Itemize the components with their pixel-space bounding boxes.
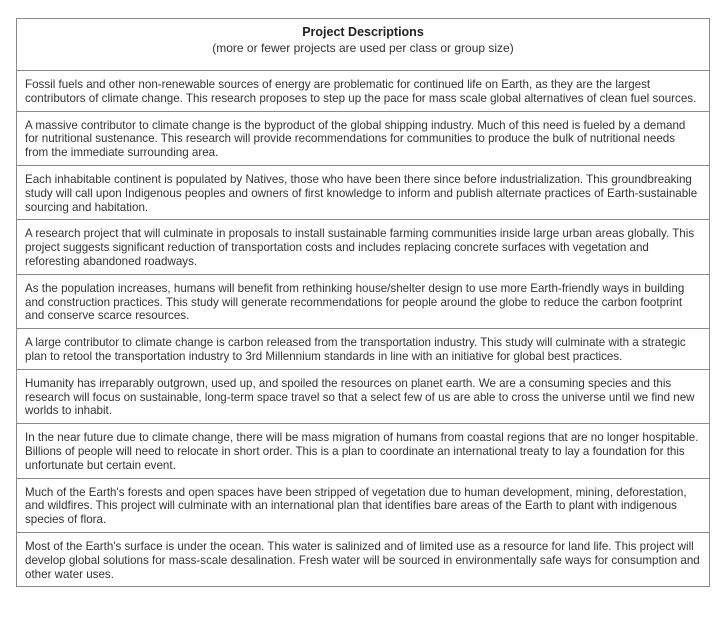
table-subtitle: (more or fewer projects are used per class or group size) bbox=[212, 41, 514, 55]
project-description: Each inhabitable continent is populated by Natives, those who have been there since before industrialization. This groundbreaking study will call upon Indigenous peoples and owners of first knowledge to inform and publish alternate practices of Earth-sustainable sourcing and habitation. bbox=[17, 165, 710, 219]
table-header-row bbox=[17, 19, 710, 71]
project-descriptions-table bbox=[16, 18, 710, 587]
table-row bbox=[17, 71, 710, 112]
table-row bbox=[17, 165, 710, 219]
project-description: Most of the Earth's surface is under the ocean. This water is salinized and of limited use as a resource for land life. This project will develop global solutions for mass-scale desalination. Fresh water will be sourced in environmentally safe ways for consumption and other water uses. bbox=[17, 532, 710, 586]
table-row bbox=[17, 329, 710, 370]
table-row bbox=[17, 532, 710, 586]
table-title: Project Descriptions bbox=[302, 25, 424, 39]
table-row bbox=[17, 478, 710, 532]
table-row bbox=[17, 424, 710, 478]
table-row bbox=[17, 369, 710, 423]
project-description: A massive contributor to climate change is the byproduct of the global shipping industry. Much of this need is fueled by a demand for nutritional sustenance. This research will provide recommendations for communities to produce the bulk of nutritional needs from the immediate surrounding area. bbox=[17, 111, 710, 165]
project-description: As the population increases, humans will benefit from rethinking house/shelter design to use more Earth-friendly ways in building and construction practices. This study will generate recommendations for people around the globe to reduce the carbon footprint and conserve scarce resources. bbox=[17, 274, 710, 328]
project-description: A large contributor to climate change is carbon released from the transportation industry. This study will culminate with a strategic plan to retool the transportation industry to 3rd Millennium standards in line with an initiative for global best practices. bbox=[17, 329, 710, 370]
table-row bbox=[17, 220, 710, 274]
project-description: Much of the Earth's forests and open spaces have been stripped of vegetation due to human development, mining, deforestation, and wildfires. This project will culminate with an international plan that identifies bare areas of the Earth to plant with indigenous species of flora. bbox=[17, 478, 710, 532]
project-description: Humanity has irreparably outgrown, used up, and spoiled the resources on planet earth. We are a consuming species and this research will focus on sustainable, long-term space travel so that a select few of us are able to cross the universe until we find new worlds to inhabit. bbox=[17, 369, 710, 423]
project-description: A research project that will culminate in proposals to install sustainable farming communities inside large urban areas globally. This project suggests significant reduction of transportation costs and includes replacing concrete surfaces with vegetation and reforesting abandoned roadways. bbox=[17, 220, 710, 274]
project-description: In the near future due to climate change, there will be mass migration of humans from coastal regions that are no longer hospitable. Billions of people will need to relocate in short order. This is a plan to coordinate an international treaty to lay a foundation for this unfortunate but certain event. bbox=[17, 424, 710, 478]
table-row bbox=[17, 111, 710, 165]
table-row bbox=[17, 274, 710, 328]
table-header-cell bbox=[17, 19, 710, 71]
project-description: Fossil fuels and other non-renewable sources of energy are problematic for continued life on Earth, as they are the largest contributors of climate change. This research proposes to step up the pace for mass scale global alternatives of clean fuel sources. bbox=[17, 71, 710, 112]
